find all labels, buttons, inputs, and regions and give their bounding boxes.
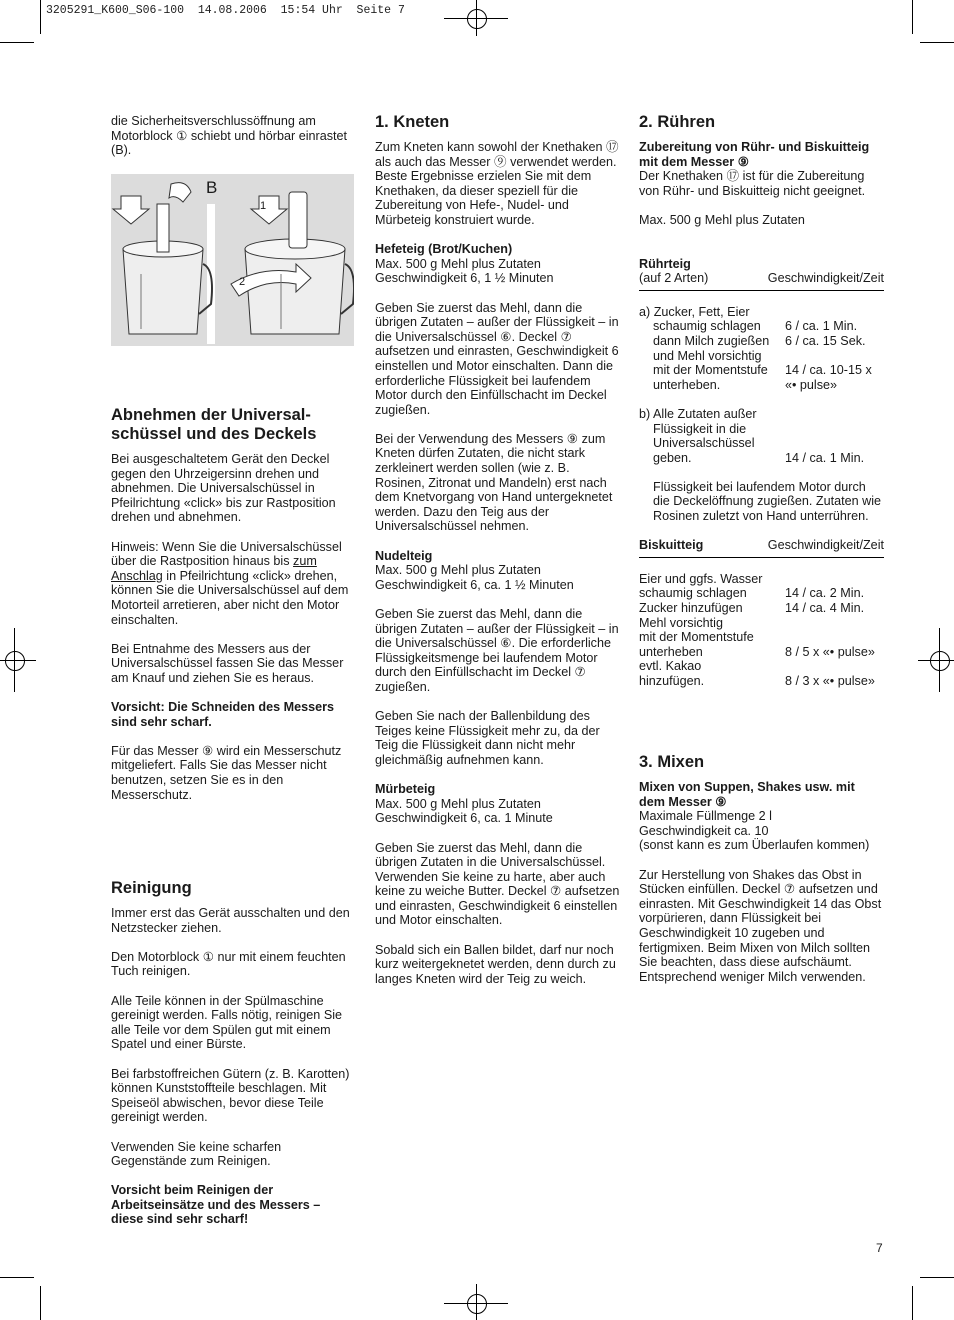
- remove-p5: Für das Messer ⑨ wird ein Messerschutz mitgeliefert. Falls Sie das Messer nicht benutzen, setzen Sie es in den Messerschutz.: [111, 743, 342, 802]
- table-row: Universalschüssel: [653, 436, 755, 451]
- remove-p2: Hinweis: Wenn Sie die Universalschüssel über die Rastposition hinaus bis zum Anschlag in Pfeilrichtung «click» drehen, können Sie die Universalschüssel auf dem Motorteil arretieren, aber nicht den Motor einschalten.: [111, 539, 349, 627]
- clean-p4: Bei farbstoffreichen Gütern (z. B. Karotten) können Kunststoffteile beschlagen. Mit Speiseöl abwischen, bevor diese Teile gereinigt werden.: [111, 1066, 350, 1125]
- muerbe-line-1: Max. 500 g Mehl plus Zutaten: [375, 796, 541, 811]
- registration-mark-line: [476, 1284, 477, 1320]
- nudel-text: Geben Sie zuerst das Mehl, dann die übrigen Zutaten – außer der Flüssigkeit – in die Universalschüssel ⑥. Die erforderliche Flüssigkeitsmenge bei laufendem Motor durch den Einfüllschacht im Deckel ⑦ zugießen.: [375, 607, 619, 694]
- registration-mark: [467, 9, 487, 29]
- stir-subheading: Zubereitung von Rühr- und Biskuitteig mit dem Messer ⑨: [639, 140, 870, 169]
- column-left-lower: [111, 406, 354, 817]
- bisk-table-head: Biskuitteig Geschwindigkeit/Zeit: [639, 538, 884, 553]
- table-row: mit der Momentstufe: [639, 630, 754, 645]
- heading-cleaning: Reinigung: [111, 879, 192, 897]
- figure-label-1: 1: [260, 200, 267, 212]
- table-row: unterheben 8 / 5 x «• pulse»: [639, 644, 875, 659]
- table-row: Zucker hinzufügen 14 / ca. 4 Min.: [639, 601, 865, 616]
- column-right: [639, 113, 884, 689]
- crop-mark: [920, 42, 954, 43]
- intro-text: die Sicherheitsverschlussöffnung am Motorblock ① schiebt und hörbar einrastet (B).: [111, 114, 347, 158]
- column-middle: [375, 113, 620, 1001]
- nudel-line-1: Max. 500 g Mehl plus Zutaten: [375, 563, 541, 578]
- clean-p3: Alle Teile können in der Spülmaschine gereinigt werden. Falls nötig, reinigen Sie alle Teile vor dem Spülen gut mit einem Spatel und einer Bürste.: [111, 993, 343, 1052]
- table-row: a) Zucker, Fett, Eier: [639, 304, 750, 319]
- clean-warning: Vorsicht beim Reinigen der Arbeitseinsätze und des Messers – diese sind sehr scharf!: [111, 1183, 321, 1227]
- heading-kneading: 1. Kneten: [375, 113, 450, 131]
- remove-p3: Bei Entnahme des Messers aus der Universalschüssel fassen Sie das Messer am Knauf und ziehen Sie es heraus.: [111, 641, 344, 685]
- table-row: Mehl vorsichtig: [639, 615, 723, 630]
- mix-line-1: Maximale Füllmenge 2 l: [639, 809, 772, 824]
- heading-stirring: 2. Rühren: [639, 113, 716, 131]
- messer-text: Bei der Verwendung des Messers ⑨ zum Kneten dürfen Zutaten, die nicht stark zerkleinert werden sollen (wie z. B. Rosinen, Zitronat und Mandeln) erst nach dem Knetvorgang von Hand untergeknetet werden. Dazu den Teig aus der Universalschüssel nehmen.: [375, 431, 613, 534]
- table-row: hinzufügen. 8 / 3 x «• pulse»: [639, 674, 875, 688]
- table-row: mit der Momentstufe 14 / ca. 10-15 x: [653, 363, 872, 378]
- table-row: und Mehl vorsichtig: [653, 348, 762, 363]
- crop-mark: [912, 1286, 913, 1320]
- registration-mark-line: [918, 660, 954, 661]
- nudel-title: Nudelteig: [375, 548, 433, 563]
- crop-mark: [920, 1277, 954, 1278]
- remove-warning: Vorsicht: Die Schneiden des Messers sind sehr scharf.: [111, 700, 335, 729]
- registration-mark: [5, 651, 25, 671]
- bowl-diagram-icon: [111, 174, 354, 346]
- table-row: unterheben. «• pulse»: [653, 377, 838, 392]
- table-row: geben. 14 / ca. 1 Min.: [653, 450, 865, 465]
- table-rule: [639, 290, 884, 291]
- mix-line-2: Geschwindigkeit ca. 10: [639, 823, 769, 838]
- muerbe-title: Mürbeteig: [375, 782, 436, 797]
- mix-text: Zur Herstellung von Shakes das Obst in Stücken einfüllen. Deckel ⑦ aufsetzen und einrasten. Mit Geschwindigkeit 14 das Obst vorpürieren, dann Flüssigkeit bei Geschwindigkeit 10 zugeben und fertigmixen. Beim Mixen von Milch sollten Sie beachten, dass diese aufschäumt. Entsprechend weniger Milch verwenden.: [639, 867, 882, 984]
- hefe-title: Hefeteig (Brot/Kuchen): [375, 242, 513, 257]
- stir-text: Der Knethaken ⑰ ist für die Zubereitung von Rühr- und Biskuitteig nicht geeignet.: [639, 169, 866, 198]
- registration-mark: [930, 651, 950, 671]
- table-row: schaumig schlagen 6 / ca. 1 Min.: [653, 319, 858, 334]
- ballen-text: Geben Sie nach der Ballenbildung des Teiges keine Flüssigkeit mehr zu, da der Teig die Flüssigkeit dann nicht mehr gleichmäßig aufnehmen kann.: [375, 709, 600, 767]
- table-row: b) Alle Zutaten außer: [639, 406, 757, 421]
- table-row: Flüssigkeit in die: [653, 421, 747, 436]
- clean-p5: Verwenden Sie keine scharfen Gegenstände zum Reinigen.: [111, 1139, 282, 1169]
- crop-mark: [40, 1286, 41, 1320]
- ruehr-table-head: (auf 2 Arten) Geschwindigkeit/Zeit: [639, 271, 884, 286]
- figure-label-b: B: [206, 178, 218, 197]
- registration-mark-line: [444, 1303, 508, 1304]
- muerbe-text: Geben Sie zuerst das Mehl, dann die übrigen Zutaten in die Universalschüssel. Verwenden Sie keine zu harte, aber auch keine zu weiche Butter. Deckel ⑦ aufsetzen und einrasten, Geschwindigkeit 6 einstellen und Motor einschalten.: [375, 840, 620, 928]
- sobald-text: Sobald sich ein Ballen bildet, darf nur noch kurz weitergeknetet werden, denn durch zu langes Kneten wird der Teig zu weich.: [375, 942, 616, 986]
- ruehr-title: Rührteig: [639, 256, 691, 271]
- page-number: 7: [876, 1241, 883, 1255]
- crop-mark: [0, 1277, 34, 1278]
- registration-mark-line: [0, 660, 36, 661]
- clean-p1: Immer erst das Gerät ausschalten und den Netzstecker ziehen.: [111, 906, 350, 935]
- print-header: 3205291_K600_S06-100 14.08.2006 15:54 Uhr Seite 7: [46, 4, 405, 17]
- crop-mark: [0, 42, 34, 43]
- registration-mark-line: [444, 18, 508, 19]
- column-left-cleaning: [111, 879, 354, 1242]
- heading-remove-bowl: Abnehmen der Universal- schüssel und des Deckels: [111, 406, 317, 443]
- muerbe-line-2: Geschwindigkeit 6, ca. 1 Minute: [375, 811, 553, 826]
- crop-mark: [912, 0, 913, 34]
- stir-max: Max. 500 g Mehl plus Zutaten: [639, 212, 805, 227]
- hefe-line-1: Max. 500 g Mehl plus Zutaten: [375, 256, 541, 271]
- knead-intro: Zum Kneten kann sowohl der Knethaken ⑰ als auch das Messer ⑨ verwendet werden. Beste Ergebnisse erzielen Sie mit dem Knethaken, da dieser speziell für die Zubereitung von Hefe-, Nudel- und Mürbeteig konstruiert wurde.: [375, 140, 619, 227]
- table-row: evtl. Kakao: [639, 659, 702, 674]
- remove-p1: Bei ausgeschaltetem Gerät den Deckel gegen den Uhrzeigersinn drehen und abnehmen. Die Universalschüssel in Pfeilrichtung «click» bis zur Rastposition drehen und abnehmen.: [111, 452, 336, 525]
- crop-mark: [40, 0, 41, 34]
- nudel-line-2: Geschwindigkeit 6, ca. 1 ½ Minuten: [375, 577, 574, 592]
- registration-mark: [467, 1294, 487, 1314]
- hefe-line-2: Geschwindigkeit 6, 1 ½ Minuten: [375, 271, 554, 286]
- column-right-mixing: [639, 753, 884, 999]
- mix-subheading: Mixen von Suppen, Shakes usw. mit dem Messer ⑨: [639, 780, 855, 809]
- ruehr-note: Flüssigkeit bei laufendem Motor durch die Deckelöffnung zugießen. Zutaten wie Rosinen zuletzt von Hand unterrühren.: [653, 479, 881, 524]
- column-left: [111, 114, 354, 172]
- assembly-illustration: [111, 174, 354, 346]
- table-rule: [639, 557, 884, 558]
- table-row: schaumig schlagen 14 / ca. 2 Min.: [639, 586, 865, 601]
- figure-label-2: 2: [239, 276, 246, 288]
- table-row: Eier und ggfs. Wasser: [639, 571, 763, 586]
- mix-line-3: (sonst kann es zum Überlaufen kommen): [639, 838, 870, 853]
- clean-p2: Den Motorblock ① nur mit einem feuchten Tuch reinigen.: [111, 949, 346, 979]
- heading-mixing: 3. Mixen: [639, 753, 705, 771]
- table-row: dann Milch zugießen 6 / ca. 15 Sek.: [653, 333, 866, 348]
- hefe-text: Geben Sie zuerst das Mehl, dann die übrigen Zutaten – außer der Flüssigkeit – in die Universalschüssel ⑥. Deckel ⑦ aufsetzen und einrasten, Geschwindigkeit 6 einstellen und Motor einschalten. Dann die erforderliche Flüssigkeit bei laufendem Motor durch den Einfüllschacht im Deckel zugießen.: [375, 300, 619, 417]
